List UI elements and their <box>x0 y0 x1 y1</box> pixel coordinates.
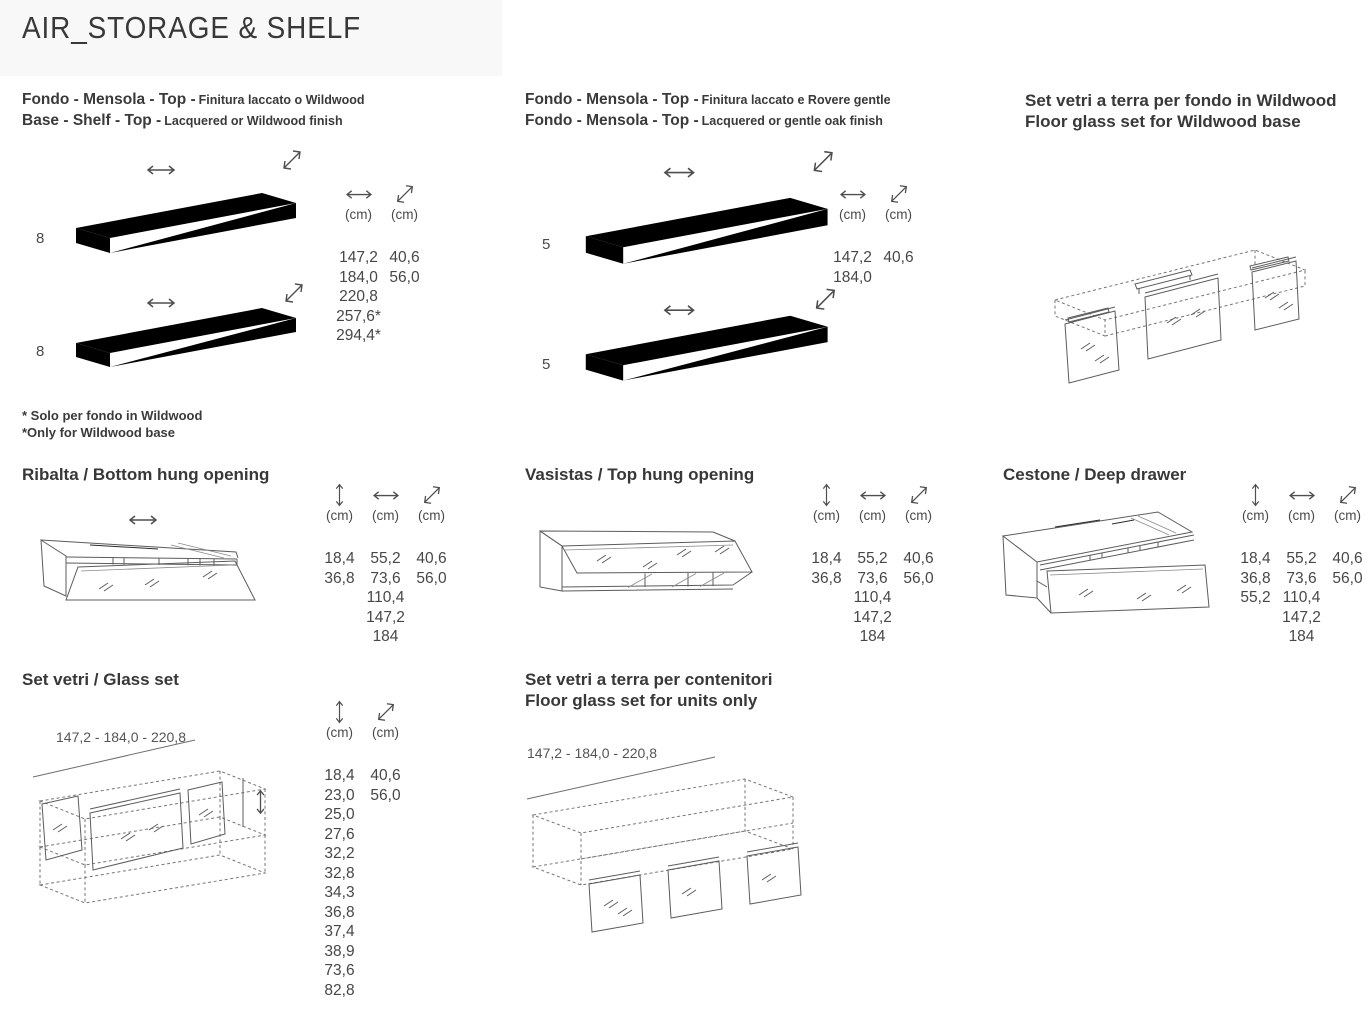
width-values <box>1279 549 1324 647</box>
depth-values <box>363 766 408 805</box>
units-label: (cm) <box>885 207 912 222</box>
dimension-value: 147,2 <box>833 249 872 266</box>
units-label: (cm) <box>1242 508 1269 523</box>
header-line-italian: Set vetri a terra per contenitori <box>525 670 773 689</box>
dimension-value: 184 <box>372 628 399 645</box>
depth-column <box>876 182 921 287</box>
dimension-value: 147,2 <box>339 249 378 266</box>
page-title: AIR_STORAGE & SHELF <box>22 10 362 45</box>
dimension-value: 110,4 <box>366 589 405 606</box>
dimension-value: 110,4 <box>1282 589 1321 606</box>
units-label: (cm) <box>372 508 399 523</box>
width-values <box>336 248 381 346</box>
dimension-value: 18,4 <box>324 550 355 567</box>
height-arrow-icon <box>333 700 346 724</box>
dimension-value: 40,6 <box>416 550 447 567</box>
icon-box <box>363 483 408 507</box>
depth-arrow-icon <box>394 183 416 205</box>
icon-box <box>363 700 408 724</box>
header-line-italian <box>22 90 365 111</box>
header-main-it: Fondo - Mensola - Top - <box>22 91 196 108</box>
height-values <box>317 549 362 588</box>
dimension-value: 82,8 <box>324 981 355 999</box>
width-arrow-icon <box>839 189 867 200</box>
dimension-value: 40,6 <box>389 249 420 266</box>
dimension-value: 55,2 <box>1286 550 1317 567</box>
dimension-value: 37,4 <box>324 923 355 940</box>
units-label: (cm) <box>345 207 372 222</box>
dimension-value: 32,8 <box>324 864 355 882</box>
header-main-en: Fondo - Mensola - Top - <box>525 111 699 129</box>
header-line-english: Floor glass set for Wildwood base <box>1025 112 1301 131</box>
dimension-value: 36,8 <box>324 903 355 921</box>
dimension-value: 55,2 <box>370 550 401 567</box>
dimension-value: 36,8 <box>1240 569 1271 587</box>
width-column <box>1279 483 1324 647</box>
width-values <box>850 549 895 647</box>
height-label: 8 <box>36 230 45 247</box>
dimension-table-ribalta <box>317 483 454 647</box>
header-line-italian <box>525 90 891 111</box>
height-values <box>317 766 362 1000</box>
footnote-english: *Only for Wildwood base <box>22 425 176 440</box>
height-label: 5 <box>542 236 551 253</box>
units-label: (cm) <box>905 508 932 523</box>
floor-glass-units-diagram <box>525 735 821 941</box>
header-note-it: Finitura laccato e Rovere gentle <box>701 93 891 107</box>
icon-box <box>409 483 454 507</box>
section-header-base-shelf-top-oak <box>525 90 891 131</box>
dimension-value: 40,6 <box>370 767 401 784</box>
dimension-value: 147,2 <box>1282 608 1321 626</box>
width-column <box>850 483 895 647</box>
dimension-value: 184 <box>1288 628 1315 645</box>
icon-box <box>830 182 875 206</box>
header-main-en: Base - Shelf - Top - <box>22 111 162 129</box>
height-arrow-icon <box>820 483 833 507</box>
dimension-value: 294,4* <box>336 327 381 344</box>
width-range-label: 147,2 - 184,0 - 220,8 <box>527 745 657 761</box>
depth-column <box>896 483 941 647</box>
floor-glass-wildwood-drawing <box>1040 220 1322 422</box>
units-label: (cm) <box>326 725 353 740</box>
dimension-value: 184 <box>859 628 886 645</box>
icon-box <box>850 483 895 507</box>
section-title-cestone: Cestone / Deep drawer <box>1003 465 1187 484</box>
dimension-value: 36,8 <box>324 569 355 587</box>
dimension-value: 73,6 <box>857 569 888 587</box>
width-range-label: 147,2 - 184,0 - 220,8 <box>56 729 186 745</box>
width-arrow-icon <box>345 189 373 200</box>
header-line-english <box>525 111 891 132</box>
dimension-value: 257,6* <box>336 307 381 325</box>
dimension-value: 23,0 <box>324 786 355 804</box>
units-label: (cm) <box>859 508 886 523</box>
cestone-drawer-diagram <box>1000 503 1216 621</box>
height-column <box>1233 483 1278 647</box>
units-label: (cm) <box>391 207 418 222</box>
dimension-value: 56,0 <box>416 569 447 587</box>
dimension-value: 40,6 <box>883 249 914 266</box>
height-column <box>317 483 362 647</box>
dimension-value: 27,6 <box>324 825 355 843</box>
lacquered-shelf-diagram <box>28 281 333 403</box>
depth-arrow-icon <box>908 484 930 506</box>
header-note-en: Lacquered or gentle oak finish <box>701 113 883 128</box>
depth-values <box>1325 549 1370 588</box>
header-line-english: Floor glass set for units only <box>525 691 758 710</box>
depth-values <box>876 248 921 268</box>
ribalta-cabinet-drawing <box>28 506 284 628</box>
width-column <box>336 182 381 346</box>
vasistas-cabinet-drawing <box>530 506 782 628</box>
section-header-floor-glass-units <box>525 669 773 711</box>
height-values <box>804 549 849 588</box>
depth-column <box>382 182 427 346</box>
floor-glass-wildwood-diagram <box>1040 220 1322 422</box>
section-header-base-shelf-top-wildwood <box>22 90 365 131</box>
height-arrow-icon <box>1249 483 1262 507</box>
icon-box <box>336 182 381 206</box>
dimension-value: 73,6 <box>324 962 355 979</box>
height-arrow-icon <box>333 483 346 507</box>
wildwood-footnote <box>22 407 202 441</box>
icon-box <box>1279 483 1324 507</box>
dimension-value: 18,4 <box>1240 550 1271 567</box>
dimension-value: 18,4 <box>811 550 842 567</box>
dimension-table-vasistas <box>804 483 941 647</box>
dimension-value: 56,0 <box>370 786 401 804</box>
width-arrow-icon <box>859 490 887 501</box>
icon-box <box>896 483 941 507</box>
units-label: (cm) <box>839 207 866 222</box>
oak-lacquered-shelf-diagram <box>533 286 868 421</box>
units-label: (cm) <box>418 508 445 523</box>
width-values <box>830 248 875 287</box>
dimension-value: 147,2 <box>853 608 892 626</box>
dimension-value: 55,2 <box>1240 589 1271 606</box>
dimension-value: 147,2 <box>366 608 405 626</box>
dimension-value: 56,0 <box>1332 569 1363 587</box>
width-column <box>363 483 408 647</box>
depth-arrow-icon <box>421 484 443 506</box>
dimension-value: 32,2 <box>324 845 355 862</box>
icon-box <box>382 182 427 206</box>
depth-values <box>382 248 427 287</box>
depth-values <box>896 549 941 588</box>
icon-box <box>804 483 849 507</box>
height-values <box>1233 549 1278 608</box>
dimension-value: 34,3 <box>324 884 355 901</box>
units-label: (cm) <box>1288 508 1315 523</box>
section-title-ribalta: Ribalta / Bottom hung opening <box>22 465 270 484</box>
height-label: 8 <box>36 343 45 360</box>
dimension-value: 56,0 <box>389 268 420 286</box>
dimension-value: 56,0 <box>903 569 934 587</box>
dimension-value: 18,4 <box>324 767 355 784</box>
header-main-it: Fondo - Mensola - Top - <box>525 91 699 108</box>
height-column <box>804 483 849 647</box>
dimension-value: 220,8 <box>339 288 378 305</box>
dimension-value: 184,0 <box>339 268 378 286</box>
dimension-table-cestone <box>1233 483 1370 647</box>
dimension-value: 184,0 <box>833 268 872 286</box>
depth-column <box>409 483 454 647</box>
icon-box <box>876 182 921 206</box>
dimension-value: 73,6 <box>1286 569 1317 587</box>
width-values <box>363 549 408 647</box>
depth-arrow-icon <box>888 183 910 205</box>
dimension-value: 40,6 <box>1332 550 1363 567</box>
section-header-floor-glass-wildwood <box>1025 90 1337 132</box>
depth-arrow-icon <box>1337 484 1359 506</box>
dimension-value: 110,4 <box>853 589 892 606</box>
icon-box <box>317 700 362 724</box>
dimension-value: 40,6 <box>903 550 934 567</box>
dimension-value: 25,0 <box>324 806 355 823</box>
height-column <box>317 700 362 1000</box>
cestone-drawer-drawing <box>1000 503 1216 621</box>
units-label: (cm) <box>1334 508 1361 523</box>
dimension-value: 55,2 <box>857 550 888 567</box>
depth-arrow-icon <box>375 701 397 723</box>
icon-box <box>317 483 362 507</box>
glass-set-drawing <box>30 701 302 925</box>
dimension-table-shelf-1 <box>336 182 427 346</box>
depth-values <box>409 549 454 588</box>
icon-box <box>1233 483 1278 507</box>
header-note-en: Lacquered or Wildwood finish <box>164 113 343 128</box>
depth-column <box>363 700 408 1000</box>
header-line-italian: Set vetri a terra per fondo in Wildwood <box>1025 91 1337 110</box>
width-column <box>830 182 875 287</box>
depth-column <box>1325 483 1370 647</box>
header-note-it: Finitura laccato o Wildwood <box>198 93 365 107</box>
oak-lacquered-shelf-drawing <box>533 286 868 421</box>
floor-glass-units-drawing <box>525 735 821 941</box>
lacquered-shelf-drawing <box>28 281 333 403</box>
dimension-value: 36,8 <box>811 569 842 587</box>
section-title-vasistas: Vasistas / Top hung opening <box>525 465 755 484</box>
width-arrow-icon <box>372 490 400 501</box>
dimension-table-glass-set <box>317 700 408 1000</box>
section-title-glass-set: Set vetri / Glass set <box>22 670 179 689</box>
icon-box <box>1325 483 1370 507</box>
footnote-italian: * Solo per fondo in Wildwood <box>22 408 203 423</box>
units-label: (cm) <box>326 508 353 523</box>
vasistas-cabinet-diagram <box>530 506 782 628</box>
header-line-english <box>22 111 365 132</box>
glass-set-diagram <box>30 701 302 925</box>
units-label: (cm) <box>813 508 840 523</box>
ribalta-cabinet-diagram <box>28 506 284 628</box>
width-arrow-icon <box>1288 490 1316 501</box>
height-label: 5 <box>542 356 551 373</box>
dimension-value: 73,6 <box>370 569 401 587</box>
units-label: (cm) <box>372 725 399 740</box>
dimension-value: 38,9 <box>324 942 355 960</box>
dimension-table-shelf-2 <box>830 182 921 287</box>
